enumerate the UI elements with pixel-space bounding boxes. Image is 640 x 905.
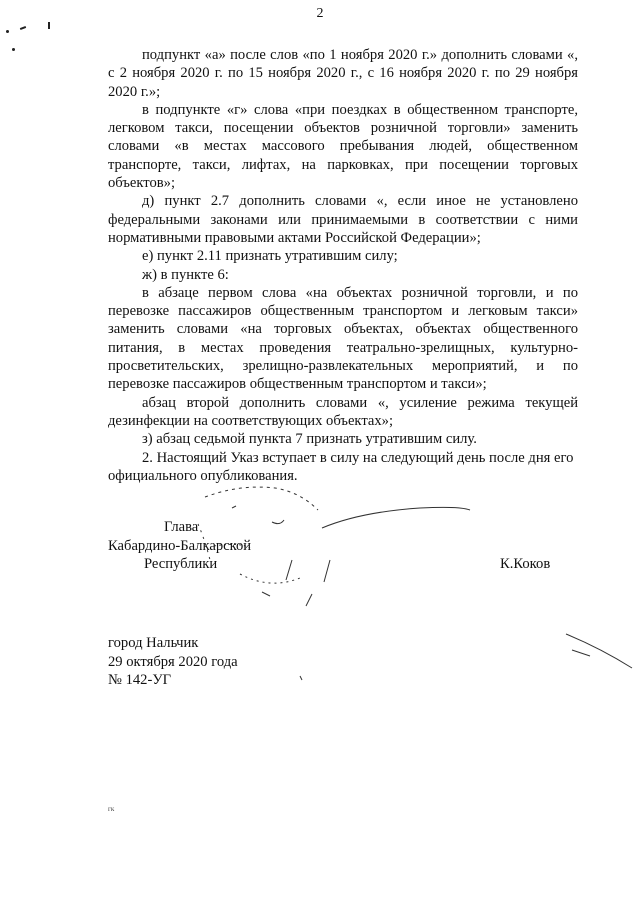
page-number: 2 <box>316 6 324 21</box>
paragraph: подпункт «а» после слов «по 1 ноября 2020 г.» дополнить словами «, с 2 ноября 2020 г. по 15 ноября 2020 г., с 16 ноября 2020 г. по 29 ноября 2020 г.»; <box>108 47 578 100</box>
paragraph: ж) в пункте 6: <box>142 266 229 283</box>
decree-number: № 142-УГ <box>108 672 172 688</box>
paragraph: абзац второй дополнить словами «, усиление режима текущей дезинфекции на соответствующих объектах»; <box>108 394 578 429</box>
signatory-title <box>108 518 251 574</box>
signatory-title-line: Республики <box>144 556 218 572</box>
place-date-number <box>108 634 238 690</box>
date: 29 октября 2020 года <box>108 653 238 670</box>
signatory-title-line: Глава <box>164 519 199 535</box>
signatory-name: К.Коков <box>500 556 551 572</box>
paragraph: е) пункт 2.11 признать утратившим силу; <box>142 248 398 265</box>
paragraph: в абзаце первом слова «на объектах розничной торговли, и по перевозке пассажиров общественным транспортом и легковым такси» заменить словами «на торговых объектах, объектах общественного питания, в местах проведения театрально-зрелищных, культурно-просветительских, зрелищно-развлекательных мероприятий, и по перевозке пассажиров общественным транспортом и такси»; <box>108 284 578 393</box>
city: город Нальчик <box>108 635 199 651</box>
paragraph: в подпункте «г» слова «при поездках в общественном транспорте, легковом такси, посещении объектов розничной торговли» заменить словами «в местах массового пребывания людей, общественном транспорте, такси, лифтах, на парковках, при посещении торговых объектов»; <box>108 101 578 192</box>
signatory-title-line: Кабардино-Балкарской <box>108 537 252 554</box>
paragraph: д) пункт 2.7 дополнить словами «, если иное не установлено федеральными законами или принимаемыми в соответствии с ними нормативными правовыми актами Российской Федерации»; <box>108 193 578 246</box>
footer-mark: гк <box>108 805 115 813</box>
paragraph: 2. Настоящий Указ вступает в силу на следующий день после дня его официального опубликования. <box>108 449 574 484</box>
paragraph: з) абзац седьмой пункта 7 признать утратившим силу. <box>142 431 477 448</box>
